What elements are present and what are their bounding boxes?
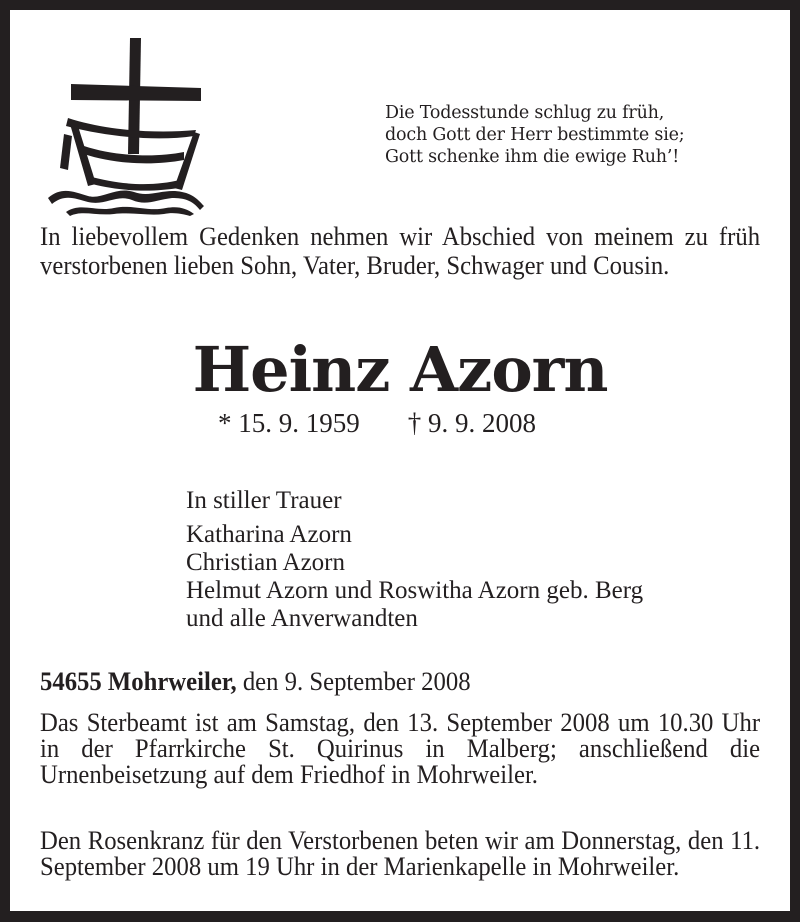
cross-ship-icon <box>44 26 204 216</box>
mourner-name: Christian Azorn <box>186 549 346 576</box>
intro-text: In liebevollem Gedenken nehmen wir Abschied von meinem zu früh verstorbenen lieben Sohn, Vater, Bruder, Schwager und Cousin. <box>40 222 761 280</box>
birth-date: * 15. 9. 1959 <box>218 408 360 438</box>
mourner-name: Katharina Azorn <box>186 521 352 548</box>
deceased-name: Heinz Azorn <box>192 333 608 406</box>
motto-line: doch Gott der Herr bestimmte sie; <box>385 125 685 145</box>
place: 54655 Mohrweiler, <box>40 667 237 696</box>
mourner-name: Helmut Azorn und Roswitha Azorn geb. Berg <box>186 577 644 604</box>
rosary-info: Den Rosenkranz für den Verstorbenen beten wir am Donnerstag, den 11. September 2008 um 19 Uhr in der Marienkapelle in Mohrweiler. <box>40 826 761 881</box>
date: den 9. September 2008 <box>236 667 471 696</box>
life-dates <box>218 406 536 440</box>
motto-line: Die Todesstunde schlug zu früh, <box>385 103 665 123</box>
death-date: † 9. 9. 2008 <box>407 408 536 438</box>
mourners-heading: In stiller Trauer <box>186 487 342 514</box>
mourners-list <box>186 487 643 633</box>
motto-line: Gott schenke ihm die ewige Ruh’! <box>385 147 680 167</box>
mourner-name: und alle Anverwandten <box>186 605 418 632</box>
funeral-info: Das Sterbeamt ist am Samstag, den 13. September 2008 um 10.30 Uhr in der Pfarrkirche St. Quirinus in Malberg; anschließend die Urnenbeisetzung auf dem Friedhof in Mohrweiler. <box>40 708 761 789</box>
obituary-card <box>10 10 790 911</box>
place-date-line <box>40 666 471 698</box>
motto-verse <box>385 102 684 168</box>
